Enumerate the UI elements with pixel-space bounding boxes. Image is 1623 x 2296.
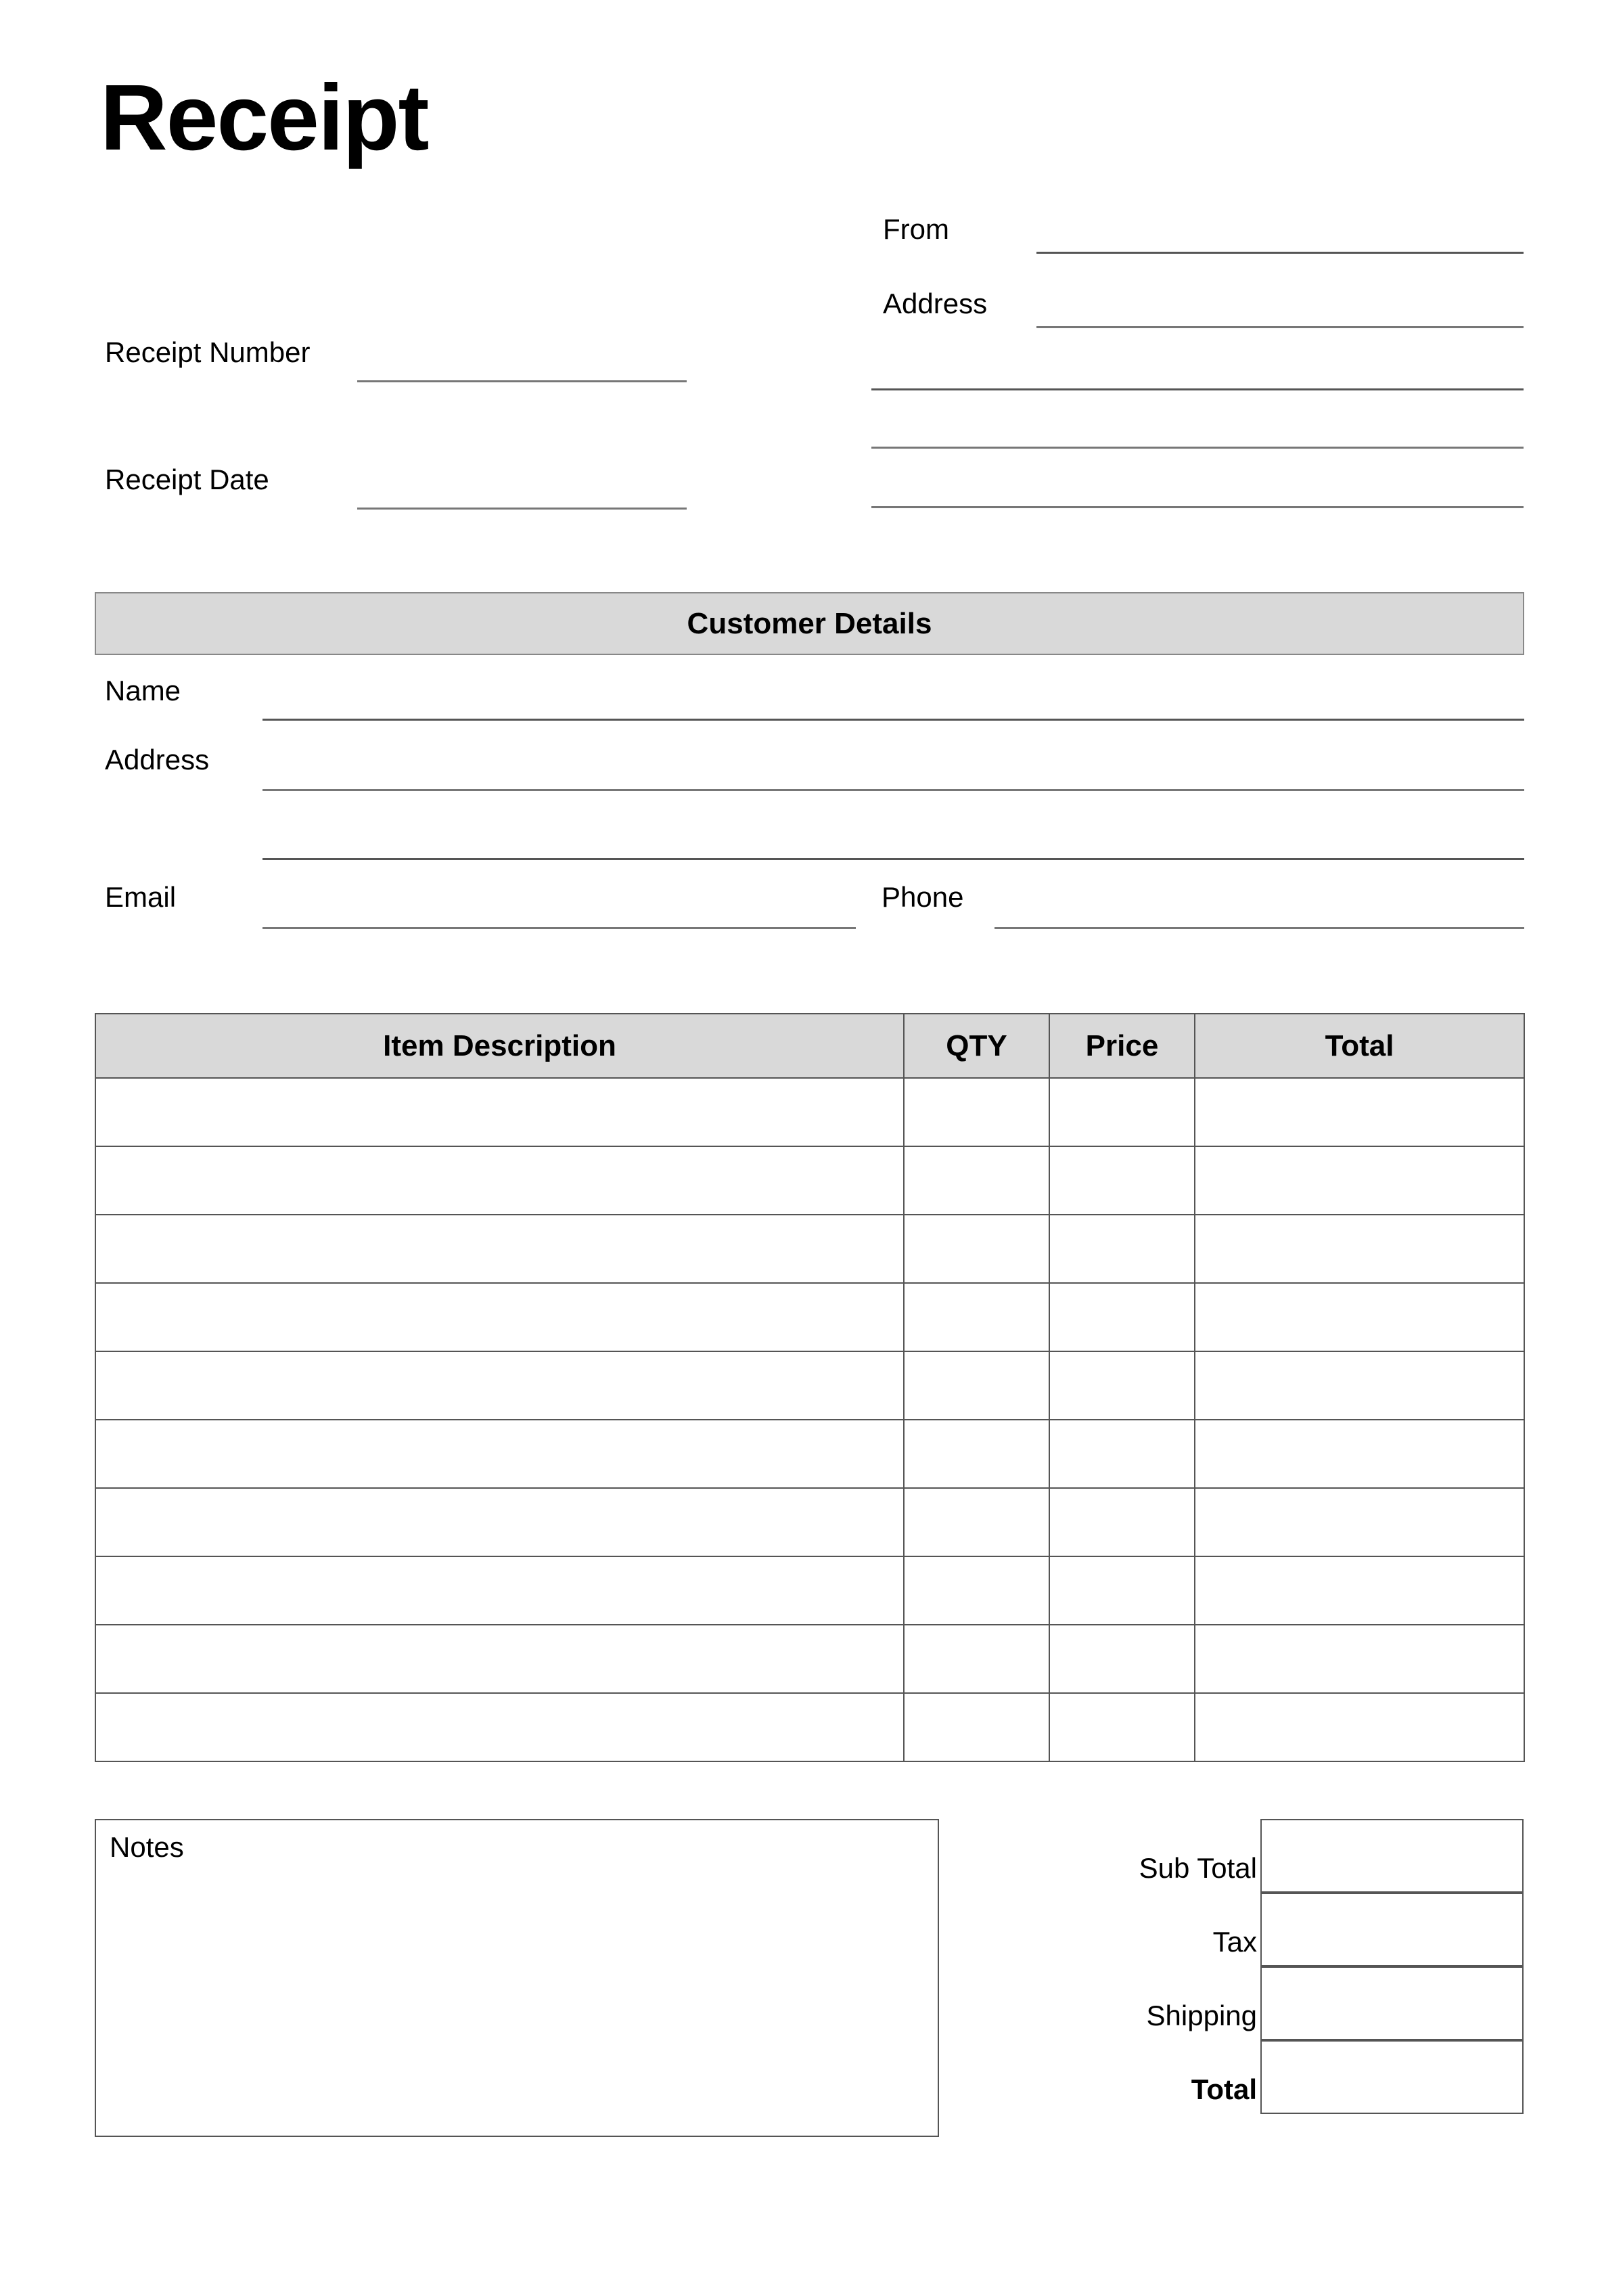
table-row[interactable] [95,1146,1524,1215]
cell-qty[interactable] [904,1693,1049,1761]
receipt-number-label: Receipt Number [105,336,311,368]
table-row[interactable] [95,1693,1524,1761]
sub-total-value[interactable] [1260,1819,1524,1893]
cell-qty[interactable] [904,1146,1049,1215]
from-input[interactable] [1036,252,1524,254]
cell-total[interactable] [1195,1351,1524,1420]
shipping-label: Shipping [1146,2000,1257,2031]
cell-qty[interactable] [904,1078,1049,1146]
table-row[interactable] [95,1556,1524,1625]
column-header-qty: QTY [904,1014,1049,1078]
cell-qty[interactable] [904,1283,1049,1351]
cell-description[interactable] [95,1488,904,1556]
column-header-item-description: Item Description [95,1014,904,1078]
cell-description[interactable] [95,1420,904,1488]
cell-price[interactable] [1049,1488,1195,1556]
customer-email-input[interactable] [262,927,856,929]
cell-description[interactable] [95,1625,904,1693]
page-title: Receipt [100,66,428,170]
cell-description[interactable] [95,1078,904,1146]
customer-name-label: Name [105,675,181,706]
grand-total-value[interactable] [1260,2040,1524,2114]
customer-details-title: Customer Details [687,606,932,640]
cell-qty[interactable] [904,1420,1049,1488]
cell-price[interactable] [1049,1693,1195,1761]
totals-row-total [1191,2040,1524,2114]
cell-qty[interactable] [904,1351,1049,1420]
totals-row-sub-total [1139,1819,1524,1893]
cell-qty[interactable] [904,1556,1049,1625]
table-row[interactable] [95,1420,1524,1488]
items-table-header-row [95,1014,1524,1078]
cell-price[interactable] [1049,1283,1195,1351]
receipt-date-input[interactable] [357,508,687,510]
cell-description[interactable] [95,1215,904,1283]
cell-price[interactable] [1049,1556,1195,1625]
customer-email-label: Email [105,881,177,913]
sender-address-line-2[interactable] [871,388,1524,390]
cell-total[interactable] [1195,1146,1524,1215]
cell-total[interactable] [1195,1556,1524,1625]
table-row[interactable] [95,1215,1524,1283]
receipt-number-input[interactable] [357,380,687,382]
cell-qty[interactable] [904,1488,1049,1556]
sender-address-line-4[interactable] [871,506,1524,508]
table-row[interactable] [95,1351,1524,1420]
customer-address-line-1[interactable] [262,789,1524,791]
sender-address-line-3[interactable] [871,447,1524,449]
cell-price[interactable] [1049,1078,1195,1146]
cell-total[interactable] [1195,1693,1524,1761]
column-header-price: Price [1049,1014,1195,1078]
cell-total[interactable] [1195,1420,1524,1488]
cell-total[interactable] [1195,1078,1524,1146]
cell-description[interactable] [95,1556,904,1625]
sub-total-label: Sub Total [1139,1852,1257,1884]
customer-phone-input[interactable] [995,927,1524,929]
customer-details-section-header [95,592,1524,655]
cell-total[interactable] [1195,1488,1524,1556]
tax-label: Tax [1212,1926,1257,1958]
grand-total-label: Total [1191,2073,1257,2105]
cell-price[interactable] [1049,1215,1195,1283]
table-row[interactable] [95,1078,1524,1146]
totals-row-shipping [1146,1966,1524,2040]
notes-label: Notes [110,1831,184,1863]
customer-name-input[interactable] [262,719,1524,721]
cell-price[interactable] [1049,1146,1195,1215]
from-label: From [883,213,949,245]
cell-price[interactable] [1049,1351,1195,1420]
customer-phone-label: Phone [882,881,964,913]
cell-description[interactable] [95,1283,904,1351]
column-header-total: Total [1195,1014,1524,1078]
cell-price[interactable] [1049,1625,1195,1693]
shipping-value[interactable] [1260,1966,1524,2040]
cell-description[interactable] [95,1146,904,1215]
totals-panel [1139,1819,1524,2114]
cell-description[interactable] [95,1693,904,1761]
sender-address-line-1[interactable] [1036,326,1524,328]
table-row[interactable] [95,1488,1524,1556]
cell-qty[interactable] [904,1625,1049,1693]
items-table-body [95,1078,1524,1761]
cell-total[interactable] [1195,1625,1524,1693]
items-table [95,1013,1525,1762]
totals-row-tax [1212,1893,1524,1966]
cell-qty[interactable] [904,1215,1049,1283]
sender-address-label: Address [883,288,988,319]
table-row[interactable] [95,1625,1524,1693]
notes-box[interactable] [95,1819,939,2137]
table-row[interactable] [95,1283,1524,1351]
cell-total[interactable] [1195,1283,1524,1351]
cell-description[interactable] [95,1351,904,1420]
cell-price[interactable] [1049,1420,1195,1488]
customer-address-label: Address [105,744,210,775]
receipt-date-label: Receipt Date [105,464,269,495]
customer-address-line-2[interactable] [262,858,1524,860]
tax-value[interactable] [1260,1893,1524,1966]
cell-total[interactable] [1195,1215,1524,1283]
